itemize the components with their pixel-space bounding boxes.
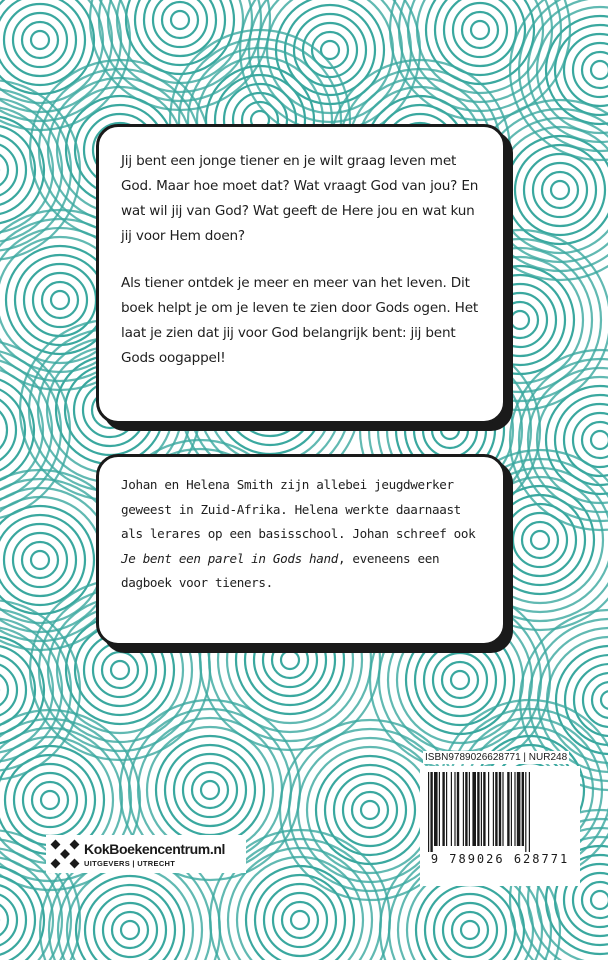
wave-ring — [282, 902, 318, 938]
wave-ring — [42, 282, 78, 318]
wave-ring — [281, 651, 299, 669]
barcode-bar — [525, 772, 526, 852]
wave-ring — [4, 4, 76, 76]
barcode-bar — [451, 772, 452, 846]
wave-ring — [524, 154, 596, 226]
intro-paragraph-1: Jij bent een jonge tiener en je wilt graag leven met God. Maar hoe moet dat? Wat vraagt God van jou? En wat wil jij van God? Wat geeft de Here jou en wat kun jij voor Hem doen? — [121, 153, 479, 244]
book-title: Je bent een parel in Gods hand — [121, 550, 338, 566]
wave-ring — [5, 755, 95, 845]
publisher-name: KokBoekencentrum.nl — [84, 841, 225, 857]
wave-ring — [361, 801, 379, 819]
wave-ring — [452, 912, 488, 948]
wave-ring — [192, 772, 228, 808]
wave-swirl — [0, 0, 130, 130]
wave-ring — [471, 21, 489, 39]
wave-ring — [504, 504, 576, 576]
wave-ring — [424, 644, 496, 716]
wave-ring — [582, 882, 608, 918]
barcode-bar — [469, 772, 470, 846]
barcode-bar — [439, 772, 440, 846]
barcode-bar — [463, 772, 464, 846]
barcode — [420, 766, 580, 886]
barcode-bar — [517, 772, 521, 846]
barcode-bar — [442, 772, 444, 846]
wave-ring — [591, 61, 608, 79]
wave-ring — [442, 662, 478, 698]
barcode-bar — [493, 772, 494, 846]
publisher-logo — [46, 835, 246, 873]
kokboekencentrum-logo-icon — [50, 839, 80, 869]
intro-text-panel — [96, 124, 506, 424]
wave-ring — [0, 884, 26, 956]
author-bio-text-after: , eveneens een dagboek voor tieners. — [121, 550, 440, 590]
wave-ring — [506, 136, 608, 244]
wave-ring — [67, 867, 193, 960]
wave-ring — [31, 551, 49, 569]
wave-ring — [451, 671, 469, 689]
author-bio-text-before: Johan en Helena Smith zijn allebei jeugdwerker geweest in Zuid-Afrika. Helena werkte daarnaast als lerares op een basisschool. Johan schreef ook — [121, 477, 476, 541]
wave-ring — [352, 792, 388, 828]
barcode-bar — [507, 772, 509, 846]
wave-swirl — [240, 0, 420, 140]
barcode-bar — [499, 772, 501, 846]
isbn-label: ISBN9789026628771 | NUR248 — [425, 752, 568, 763]
wave-ring — [162, 2, 198, 38]
wave-ring — [31, 31, 49, 49]
barcode-bar — [454, 772, 455, 846]
wave-ring — [522, 522, 558, 558]
barcode-bar — [488, 772, 489, 846]
wave-ring — [511, 311, 529, 329]
wave-ring — [111, 661, 129, 679]
barcode-bar — [502, 772, 503, 846]
wave-ring — [228, 848, 372, 960]
wave-ring — [99, 0, 261, 101]
wave-ring — [316, 756, 424, 864]
barcode-bar — [465, 772, 467, 846]
wave-ring — [582, 422, 608, 458]
wave-ring — [171, 11, 189, 29]
wave-ring — [0, 116, 44, 224]
wave-ring — [156, 736, 264, 844]
wave-ring — [201, 781, 219, 799]
wave-swirl — [510, 350, 608, 530]
barcode-number: 9 789026 628771 — [430, 852, 570, 866]
barcode-bar — [446, 772, 447, 846]
barcode-bar — [472, 772, 476, 846]
barcode-bar — [430, 772, 432, 852]
wave-ring — [515, 145, 605, 235]
wave-ring — [121, 921, 139, 939]
wave-ring — [22, 542, 58, 578]
barcode-bar — [434, 772, 438, 846]
barcode-bar — [522, 772, 524, 846]
wave-ring — [153, 0, 207, 47]
wave-ring — [542, 172, 578, 208]
barcode-bar — [495, 772, 497, 846]
barcode-bar — [529, 772, 530, 852]
wave-ring — [325, 765, 415, 855]
wave-ring — [582, 52, 608, 88]
barcode-bar — [428, 772, 429, 852]
wave-ring — [51, 291, 69, 309]
wave-ring — [462, 12, 498, 48]
barcode-bar — [457, 772, 459, 846]
wave-ring — [32, 782, 68, 818]
author-bio-text — [121, 473, 485, 596]
author-bio-panel — [96, 454, 506, 646]
barcode-bar — [481, 772, 482, 846]
wave-ring — [0, 152, 8, 188]
barcode-bar — [511, 772, 512, 846]
wave-ring — [41, 791, 59, 809]
wave-ring — [22, 22, 58, 58]
wave-ring — [112, 912, 148, 948]
wave-ring — [24, 264, 96, 336]
wave-ring — [165, 745, 255, 835]
barcode-bar — [483, 772, 485, 846]
wave-ring — [461, 921, 479, 939]
barcode-bars — [426, 772, 574, 852]
wave-ring — [0, 134, 26, 206]
wave-ring — [291, 911, 309, 929]
wave-ring — [334, 774, 406, 846]
wave-ring — [272, 642, 308, 678]
wave-ring — [174, 754, 246, 826]
wave-ring — [0, 902, 8, 938]
wave-ring — [0, 0, 112, 112]
wave-ring — [102, 652, 138, 688]
wave-ring — [14, 764, 86, 836]
intro-paragraph-2: Als tiener ontdek je meer en meer van het leven. Dit boek helpt je om je leven te zien door Gods ogen. Het laat je zien dat jij voor God belangrijk bent: jij bent Gods oogappel! — [121, 275, 478, 366]
wave-ring — [601, 691, 608, 709]
publisher-subtitle: UITGEVERS | UTRECHT — [84, 859, 176, 868]
wave-ring — [551, 181, 569, 199]
wave-ring — [591, 891, 608, 909]
wave-swirl — [90, 0, 270, 110]
barcode-bar — [514, 772, 515, 846]
wave-ring — [0, 672, 8, 708]
wave-ring — [0, 636, 44, 744]
wave-ring — [264, 884, 336, 956]
wave-ring — [0, 403, 7, 457]
wave-ring — [531, 531, 549, 549]
wave-ring — [564, 34, 608, 106]
wave-ring — [4, 524, 76, 596]
wave-ring — [591, 431, 608, 449]
wave-ring — [415, 635, 505, 725]
barcode-bar — [477, 772, 479, 846]
wave-ring — [502, 302, 538, 338]
wave-ring — [240, 0, 420, 140]
